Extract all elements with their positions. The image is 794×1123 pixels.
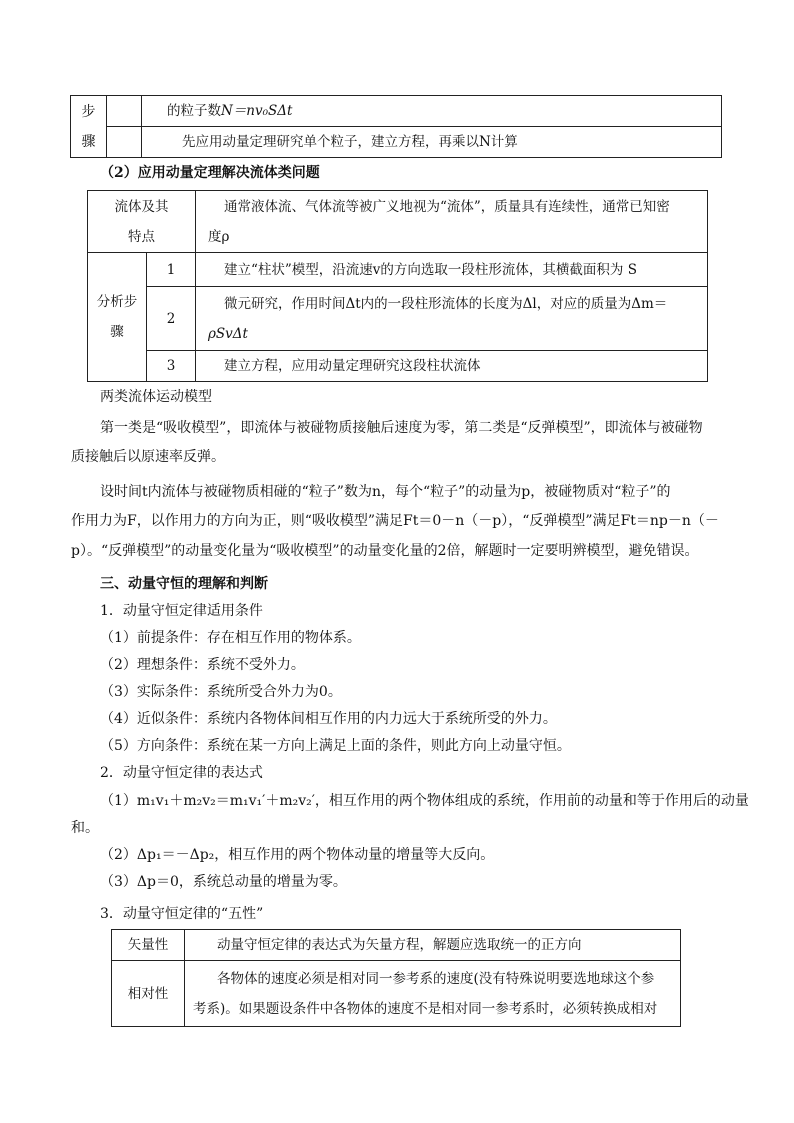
list-item: （5）方向条件：系统在某一方向上满足上面的条件，则此方向上动量守恒。 xyxy=(100,738,571,754)
table-label-cell: 矢量性 xyxy=(112,930,185,961)
paragraph: p）。“反弹模型”的动量变化量为“吸收模型”的动量变化量的2倍，解题时一定要明辨模型，避免错误。 xyxy=(71,543,699,559)
table-cell-text: 建立方程，应用动量定理研究这段柱状流体 xyxy=(196,351,708,382)
table-label-cell: 流体及其 特点 xyxy=(88,191,196,253)
subheading: 1．动量守恒定律适用条件 xyxy=(100,603,263,619)
empty-cell xyxy=(107,96,142,127)
list-item: （3）Δp＝0，系统总动量的增量为零。 xyxy=(100,874,347,890)
list-item: （2）Δp₁＝－Δp₂，相互作用的两个物体动量的增量等大反向。 xyxy=(100,847,495,863)
section-title-fluid: （2）应用动量定理解决流体类问题 xyxy=(100,165,320,181)
subheading: 2．动量守恒定律的表达式 xyxy=(100,765,263,781)
table-five-properties xyxy=(111,929,681,1027)
table-cell-text: 动量守恒定律的表达式为矢量方程，解题应选取统一的正方向 xyxy=(185,930,681,961)
label-top: 步 xyxy=(81,103,96,120)
subheading: 3．动量守恒定律的“五性” xyxy=(100,906,264,922)
list-item: （2）理想条件：系统不受外力。 xyxy=(100,657,305,673)
table-cell-text: 微元研究，作用时间Δt内的一段柱形流体的长度为Δl，对应的质量为Δm＝ ρSvΔt xyxy=(196,287,708,351)
step-number: 2 xyxy=(147,287,196,351)
section-title-conservation: 三、动量守恒的理解和判断 xyxy=(100,576,268,592)
empty-cell xyxy=(107,127,142,158)
table-cell-text: 建立“柱状”模型，沿流速v的方向选取一段柱形流体，其横截面积为 S xyxy=(196,253,708,287)
paragraph: 第一类是“吸收模型”，即流体与被碰物质接触后速度为零，第二类是“反弹模型”，即流体与被碰物 xyxy=(100,420,703,436)
table-fluid-analysis xyxy=(87,190,708,382)
list-item: （1）前提条件：存在相互作用的物体系。 xyxy=(100,630,361,646)
table-label-cell xyxy=(71,96,107,158)
table-cell-text: 的粒子数N＝nv₀SΔt xyxy=(142,96,722,127)
particle-count-formula: N＝nv₀SΔt xyxy=(221,103,293,119)
step-number: 3 xyxy=(147,351,196,382)
table-label-cell: 相对性 xyxy=(112,961,185,1027)
table-momentum-steps xyxy=(70,95,722,158)
list-item: （4）近似条件：系统内各物体间相互作用的内力远大于系统所受的外力。 xyxy=(100,711,557,727)
label-bottom: 骤 xyxy=(81,133,96,150)
paragraph: 作用力为F，以作用力的方向为正，则“吸收模型”满足Ft＝0－n（－p），“反弹模型”满足Ft＝np－n（－ xyxy=(71,513,719,529)
table-label-cell: 分析步 骤 xyxy=(88,253,147,382)
table-cell-text: 各物体的速度必须是相对同一参考系的速度(没有特殊说明要选地球这个参 考系)。如果题设条件中各物体的速度不是相对同一参考系时，必须转换成相对 xyxy=(185,961,681,1027)
table-cell-text: 通常液体流、气体流等被广义地视为“流体”，质量具有连续性，通常已知密 度ρ xyxy=(196,191,708,253)
list-item: 和。 xyxy=(71,820,99,836)
paragraph: 设时间t内流体与被碰物质相碰的“粒子”数为n，每个“粒子”的动量为p，被碰物质对“粒子”的 xyxy=(100,484,671,500)
paragraph: 质接触后以原速率反弹。 xyxy=(71,449,225,465)
list-item: （1）m₁v₁＋m₂v₂＝m₁v₁′＋m₂v₂′，相互作用的两个物体组成的系统，作用前的动量和等于作用后的动量 xyxy=(100,793,749,809)
table-cell-text: 先应用动量定理研究单个粒子，建立方程，再乘以N计算 xyxy=(142,127,722,158)
list-item: （3）实际条件：系统所受合外力为0。 xyxy=(100,684,342,700)
step-number: 1 xyxy=(147,253,196,287)
paragraph: 两类流体运动模型 xyxy=(100,389,212,405)
